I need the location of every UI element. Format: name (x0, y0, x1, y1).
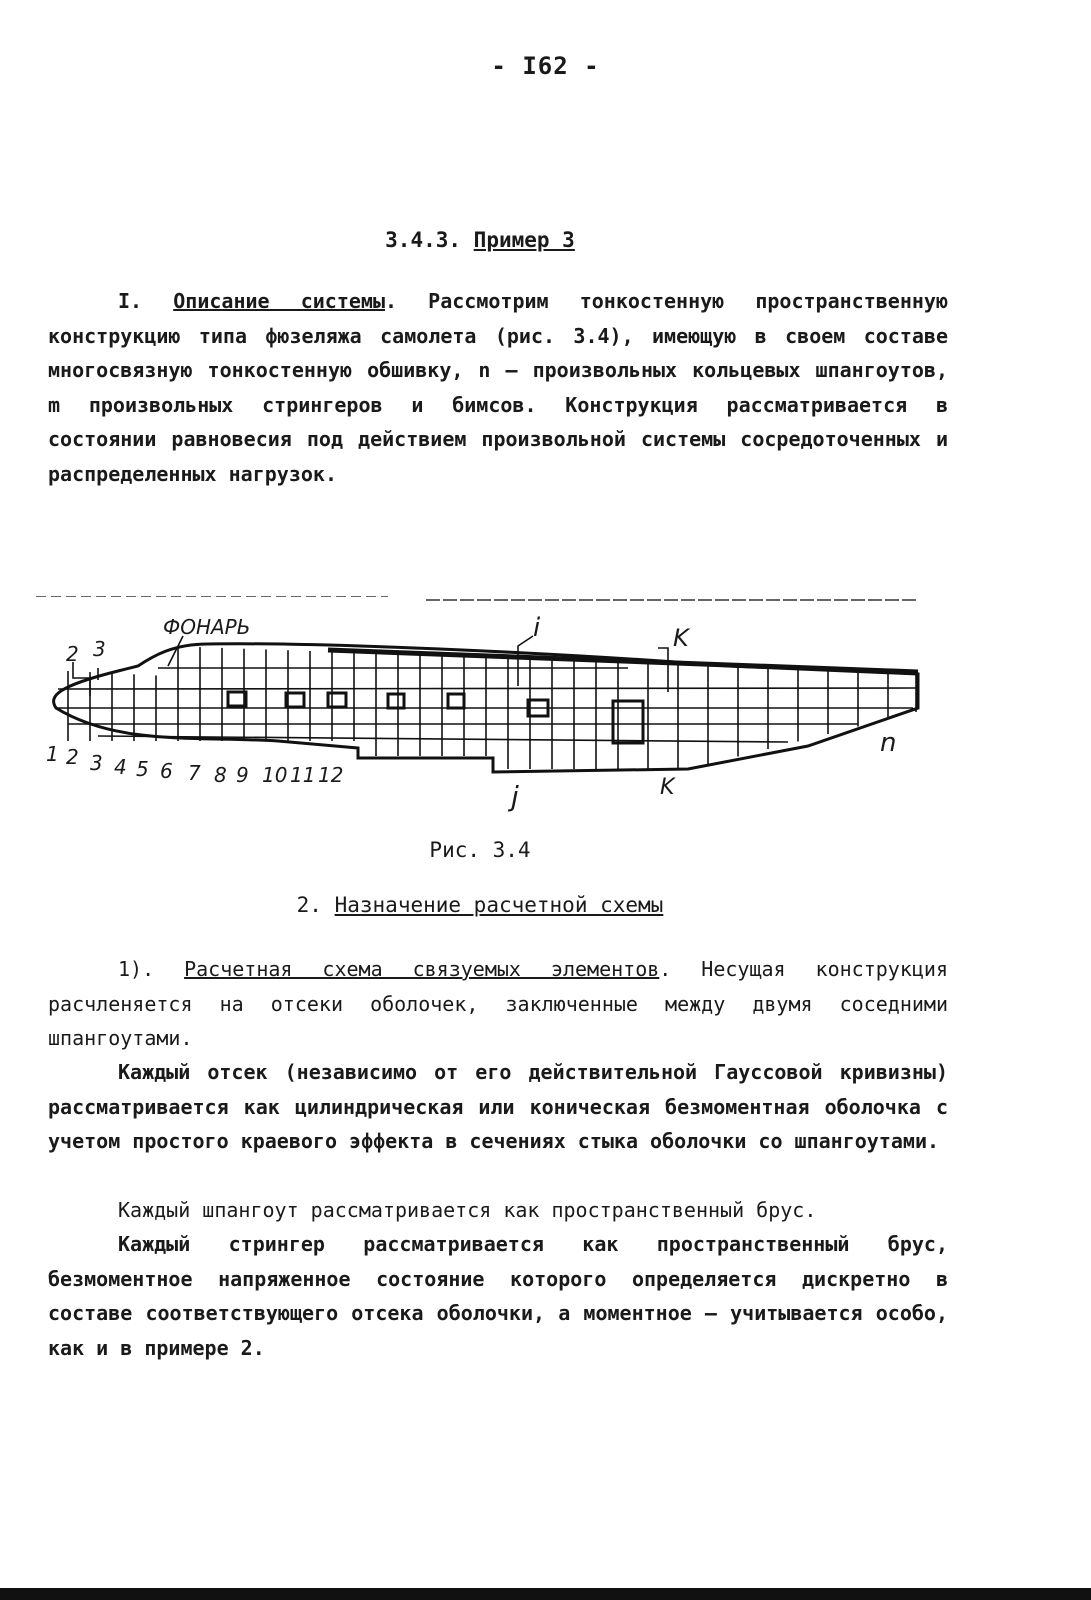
frame-number: 1 (46, 742, 59, 766)
paragraph-frame: Каждый шпангоут рассматривается как пространственный брус. (118, 1198, 817, 1222)
paragraph-description (48, 284, 948, 492)
frame-number: 12 (318, 763, 344, 787)
label-n: n (880, 728, 897, 758)
section-heading (0, 228, 960, 252)
section-title: Пример 3 (473, 228, 575, 252)
paragraph2-body: . Несущая конструкция расчленяется на отсеки оболочек, заключенные между двумя соседними шпангоутами. (48, 957, 948, 1050)
paragraph-compartment: Каждый отсек (независимо от его действительной Гауссовой кривизны) рассматривается как цилиндрическая или коническая безмоментная оболочка с учетом простого краевого эффекта в сечениях стыка оболочки со шпангоутами. (48, 1060, 948, 1153)
label-fonar: ФОНАРЬ (163, 615, 251, 639)
frame-number: 7 (188, 761, 201, 785)
frame-number: 10 (262, 763, 288, 787)
fuselage-diagram (28, 596, 958, 831)
frame-number: 5 (136, 757, 149, 781)
label-j: j (511, 780, 519, 813)
page-number: - I62 - (491, 52, 600, 80)
paragraph2-index: 1). (118, 957, 155, 981)
frame-number: 11 (290, 763, 316, 787)
frame-number: 3 (90, 751, 103, 775)
paragraph-scheme (48, 952, 948, 1056)
label-k-top: K (673, 624, 689, 652)
label-3: 3 (93, 637, 106, 661)
frame-number: 9 (236, 763, 249, 787)
label-i: i (533, 613, 541, 643)
figure-caption: Рис. 3.4 (429, 838, 531, 862)
paragraph-lead: Описание системы (173, 289, 385, 313)
section2-heading (0, 893, 960, 917)
frame-number: 8 (214, 763, 227, 787)
paragraph-index: I. (118, 289, 143, 313)
paragraph-stringer: Каждый стрингер рассматривается как пространственный брус, безмоментное напряженное состояние которого определяется дискретно в составе соответствующего отсека оболочки, а моментное – учитывается особо, как и в примере 2. (48, 1232, 948, 1360)
label-k-bottom: K (660, 775, 675, 800)
section-number: 3.4.3. (385, 228, 462, 252)
paragraph-body: . Рассмотрим тонкостенную пространственную конструкцию типа фюзеляжа самолета (рис. 3.4), имеющую в своем составе многосвязную тонкостенную обшивку, n – произвольных кольцевых шпангоутов, m произвольных стрингеров и бимсов. Конструкция рассматривается в состоянии равновесия под действием произвольной системы сосредоточенных и распределенных нагрузок. (48, 289, 948, 486)
frame-number: 4 (114, 755, 127, 779)
scan-border (0, 1588, 1091, 1600)
section2-number: 2. (296, 893, 322, 917)
fuselage-figure (28, 596, 958, 831)
frame-number: 2 (66, 745, 79, 769)
frame-number: 6 (160, 759, 173, 783)
paragraph2-lead: Расчетная схема связуемых элементов (184, 957, 660, 981)
section2-title: Назначение расчетной схемы (334, 893, 664, 917)
label-2: 2 (66, 642, 79, 666)
